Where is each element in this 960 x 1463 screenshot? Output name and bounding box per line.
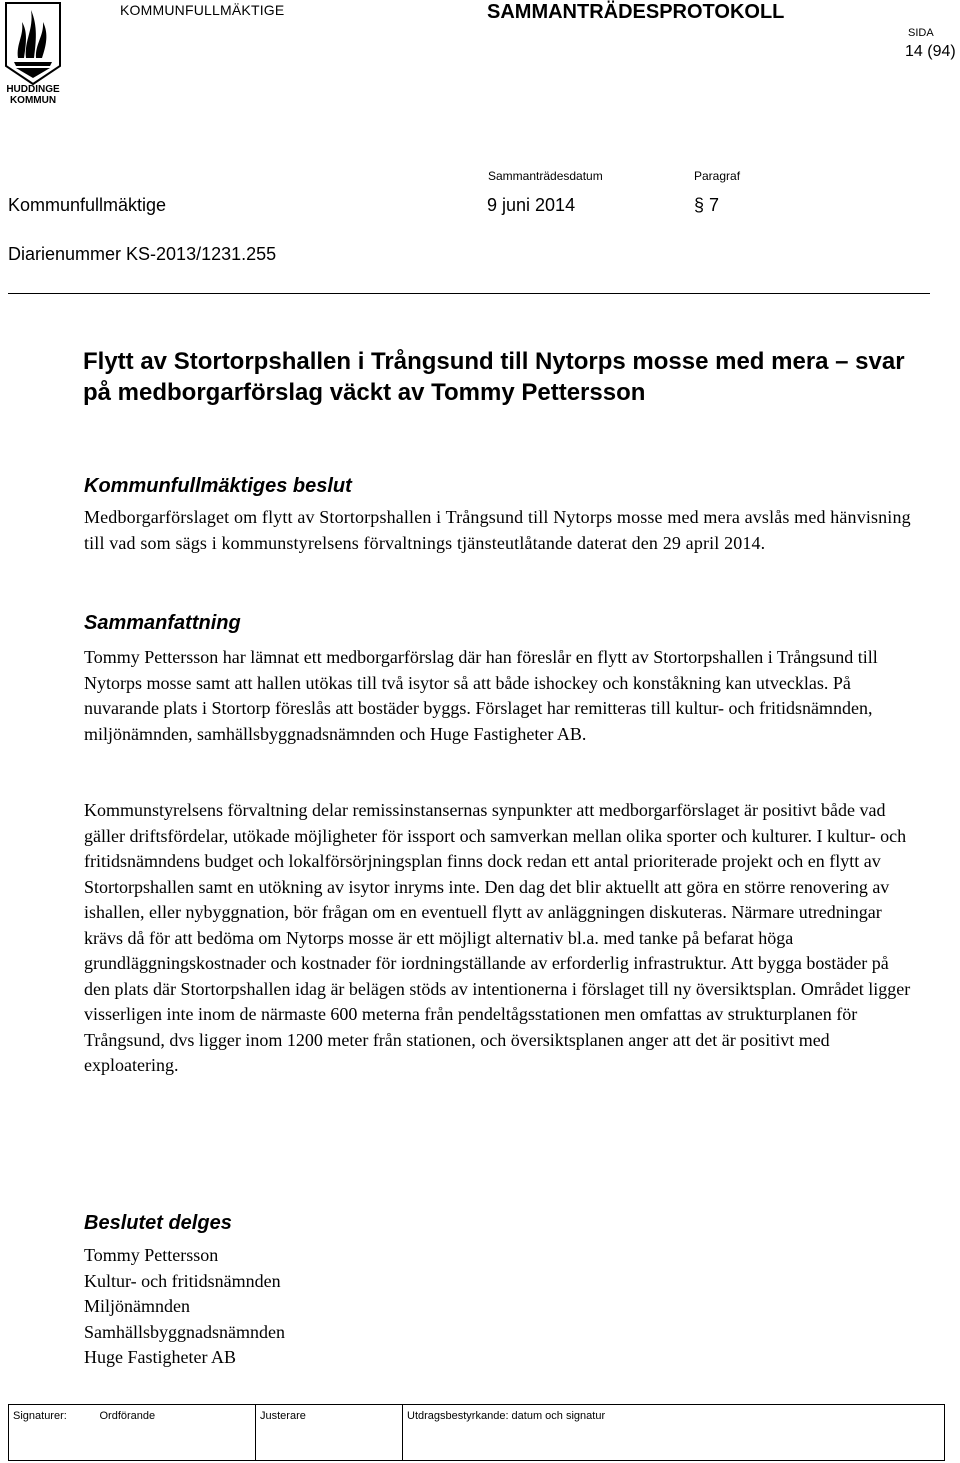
logo-text-huddinge: HUDDINGE bbox=[6, 84, 60, 95]
recipient-item: Tommy Pettersson bbox=[84, 1245, 219, 1265]
huddinge-kommun-logo bbox=[0, 0, 66, 106]
org-name: KOMMUNFULLMÄKTIGE bbox=[120, 2, 285, 18]
body-name: Kommunfullmäktige bbox=[8, 195, 167, 215]
adjuster-signature-cell bbox=[256, 1405, 403, 1461]
header-divider bbox=[8, 293, 930, 294]
recipient-item: Miljönämnden bbox=[84, 1296, 190, 1316]
recipient-item: Huge Fastigheter AB bbox=[84, 1347, 236, 1367]
summary-paragraph-1: Tommy Pettersson har lämnat ett medborgarförslag där han föreslår en flytt av Stortorpshallen i Trångsund till Nytorps mosse samt att hallen utökas till två isytor så att både ishockey och konståkning kan utvecklas. På nuvarande plats i Stortorp föreslås att bostäder byggs. Förslaget har remitteras till kultur- och fritidsnämnden, miljönämnden, samhällsbyggnadsnämnden och Huge Fastigheter AB. bbox=[84, 647, 878, 744]
distribution-heading: Beslutet delges bbox=[84, 1212, 232, 1234]
logo-text-kommun: KOMMUN bbox=[9, 95, 57, 106]
recipient-item: Samhällsbyggnadsnämnden bbox=[84, 1321, 285, 1342]
document-title: Flytt av Stortorpshallen i Trångsund till Nytorps mosse med mera – svar på medborgarförslag väckt av Tommy Pettersson bbox=[83, 348, 905, 406]
page-number: 14 (94) bbox=[905, 43, 956, 60]
page-label: SIDA bbox=[908, 27, 934, 39]
chair-label: Ordförande bbox=[99, 1410, 156, 1422]
adjuster-label: Justerare bbox=[260, 1410, 306, 1422]
document-type: SAMMANTRÄDESPROTOKOLL bbox=[487, 1, 785, 23]
diary-number: Diarienummer KS-2013/1231.255 bbox=[8, 244, 277, 264]
distribution-list bbox=[84, 1243, 285, 1371]
decision-heading: Kommunfullmäktiges beslut bbox=[84, 475, 352, 497]
recipient-item: Kultur- och fritidsnämnden bbox=[84, 1270, 281, 1291]
meeting-date: 9 juni 2014 bbox=[487, 195, 576, 215]
signatures-label: Signaturer: bbox=[13, 1410, 67, 1422]
signatures-label-cell bbox=[9, 1405, 96, 1461]
summary-paragraph-2: Kommunstyrelsens förvaltning delar remissinstansernas synpunkter att medborgarförslaget är positivt både vad gäller driftsfördelar, utökade möjligheter för issport och samverkan mellan olika sporter och kulturer. I kultur- och fritidsnämndens budget och lokalförsörjningsplan finns dock redan ett antal prioriterade projekt och en flytt av Stortorpshallen samt en utökning av isytor inryms inte. Den dag det blir aktuellt att göra en större renovering av ishallen, eller nybyggnation, bör frågan om en eventuell flytt av anläggningen diskuteras. Närmare utredningar krävs då för att bedöma om Nytorps mosse är ett möjligt alternativ bl.a. med tanke på befarat höga grundläggningskostnader och kostnader för iordningställande av erforderlig infrastruktur. Att bygga bostäder på den plats där Stortorpshallen idag är belägen stöds av intentionerna i förslaget till ny översiktsplan. Området ligger visserligen inte inom de närmaste 600 meterna från pendeltågsstationen men omfattas av strukturplanen för Trångsund, dvs ligger inom 1200 meter från stationen, och översiktsplanen anger att det är positivt med exploatering. bbox=[84, 800, 911, 1075]
paragraph-number: § 7 bbox=[694, 195, 720, 215]
extract-label: Utdragsbestyrkande: datum och signatur bbox=[407, 1410, 606, 1422]
paragraph-label: Paragraf bbox=[694, 169, 741, 183]
summary-heading: Sammanfattning bbox=[84, 612, 241, 634]
signature-table bbox=[8, 1404, 945, 1461]
extract-signature-cell bbox=[403, 1405, 945, 1461]
chair-signature-cell bbox=[96, 1405, 256, 1461]
decision-text: Medborgarförslaget om flytt av Stortorpshallen i Trångsund till Nytorps mosse med mera avslås med hänvisning till vad som sägs i kommunstyrelsens förvaltnings tjänsteutlåtande daterat den 29 april 2014. bbox=[84, 507, 911, 553]
meeting-date-label: Sammanträdesdatum bbox=[488, 169, 603, 183]
